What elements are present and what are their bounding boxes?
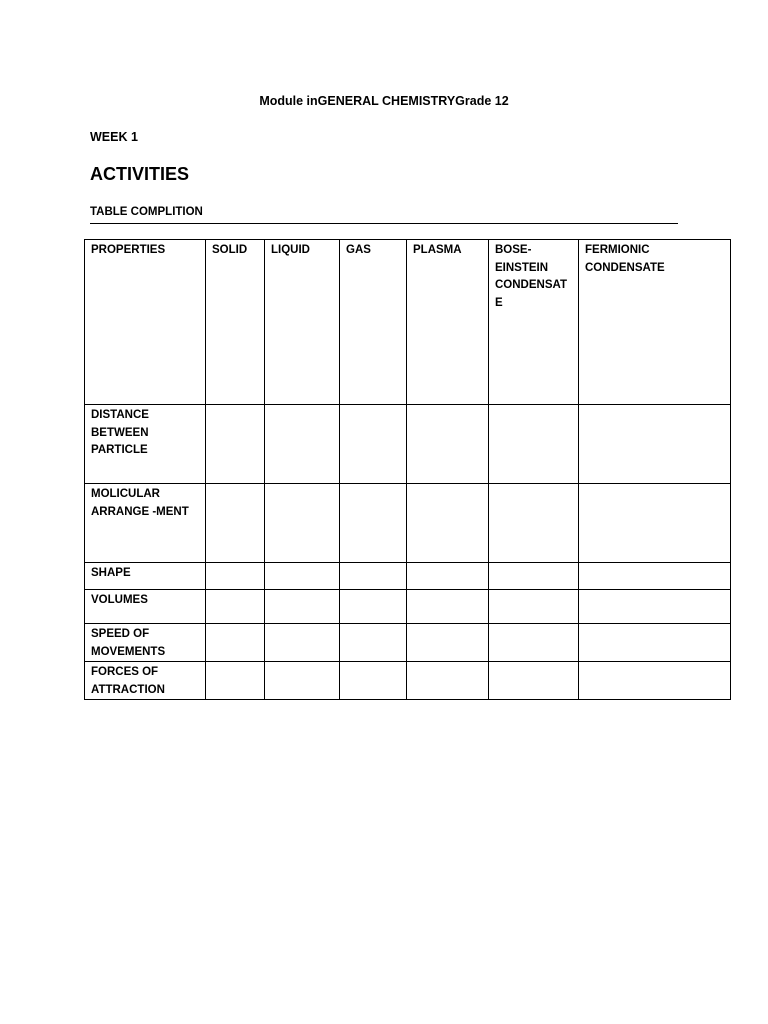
module-title: Module inGENERAL CHEMISTRYGrade 12 xyxy=(259,94,509,108)
answer-cell[interactable] xyxy=(489,405,579,484)
answer-cell[interactable] xyxy=(206,662,265,700)
answer-cell[interactable] xyxy=(265,662,340,700)
table-row xyxy=(85,405,731,484)
answer-cell[interactable] xyxy=(340,662,407,700)
answer-cell[interactable] xyxy=(265,590,340,624)
answer-cell[interactable] xyxy=(579,405,731,484)
answer-cell[interactable] xyxy=(265,484,340,563)
header-liquid: LIQUID xyxy=(265,240,340,405)
row-label-molicular-arrangement: MOLICULAR ARRANGE -MENT xyxy=(85,484,206,563)
week-label: WEEK 1 xyxy=(90,130,138,144)
section-label: TABLE COMPLITION xyxy=(90,206,203,218)
answer-cell[interactable] xyxy=(206,563,265,590)
section-underline xyxy=(90,223,678,224)
answer-cell[interactable] xyxy=(265,405,340,484)
answer-cell[interactable] xyxy=(206,590,265,624)
header-solid: SOLID xyxy=(206,240,265,405)
answer-cell[interactable] xyxy=(489,484,579,563)
row-label-distance-between-particle: DISTANCE BETWEEN PARTICLE xyxy=(85,405,206,484)
table-row xyxy=(85,624,731,662)
row-label-volumes: VOLUMES xyxy=(85,590,206,624)
answer-cell[interactable] xyxy=(579,484,731,563)
table-row xyxy=(85,662,731,700)
answer-cell[interactable] xyxy=(206,624,265,662)
header-row xyxy=(85,240,731,405)
activities-heading: ACTIVITIES xyxy=(90,164,190,184)
answer-cell[interactable] xyxy=(340,624,407,662)
answer-cell[interactable] xyxy=(340,590,407,624)
answer-cell[interactable] xyxy=(489,563,579,590)
answer-cell[interactable] xyxy=(489,590,579,624)
row-label-shape: SHAPE xyxy=(85,563,206,590)
answer-cell[interactable] xyxy=(265,624,340,662)
answer-cell[interactable] xyxy=(407,563,489,590)
answer-cell[interactable] xyxy=(340,563,407,590)
header-bose-einstein-condensate: BOSE- EINSTEIN CONDENSAT E xyxy=(489,240,579,405)
table-row xyxy=(85,563,731,590)
table-row xyxy=(85,484,731,563)
answer-cell[interactable] xyxy=(579,590,731,624)
header-fermionic-condensate: FERMIONIC CONDENSATE xyxy=(579,240,731,405)
table-row xyxy=(85,590,731,624)
answer-cell[interactable] xyxy=(407,662,489,700)
answer-cell[interactable] xyxy=(206,484,265,563)
row-label-speed-of-movements: SPEED OF MOVEMENTS xyxy=(85,624,206,662)
header-plasma: PLASMA xyxy=(407,240,489,405)
answer-cell[interactable] xyxy=(579,563,731,590)
answer-cell[interactable] xyxy=(489,662,579,700)
header-properties: PROPERTIES xyxy=(85,240,206,405)
answer-cell[interactable] xyxy=(340,405,407,484)
answer-cell[interactable] xyxy=(206,405,265,484)
row-label-forces-of-attraction: FORCES OF ATTRACTION xyxy=(85,662,206,700)
answer-cell[interactable] xyxy=(489,624,579,662)
answer-cell[interactable] xyxy=(407,405,489,484)
answer-cell[interactable] xyxy=(579,624,731,662)
answer-cell[interactable] xyxy=(579,662,731,700)
header-gas: GAS xyxy=(340,240,407,405)
answer-cell[interactable] xyxy=(340,484,407,563)
answer-cell[interactable] xyxy=(407,590,489,624)
answer-cell[interactable] xyxy=(407,484,489,563)
answer-cell[interactable] xyxy=(407,624,489,662)
answer-cell[interactable] xyxy=(265,563,340,590)
states-of-matter-table xyxy=(84,239,731,700)
